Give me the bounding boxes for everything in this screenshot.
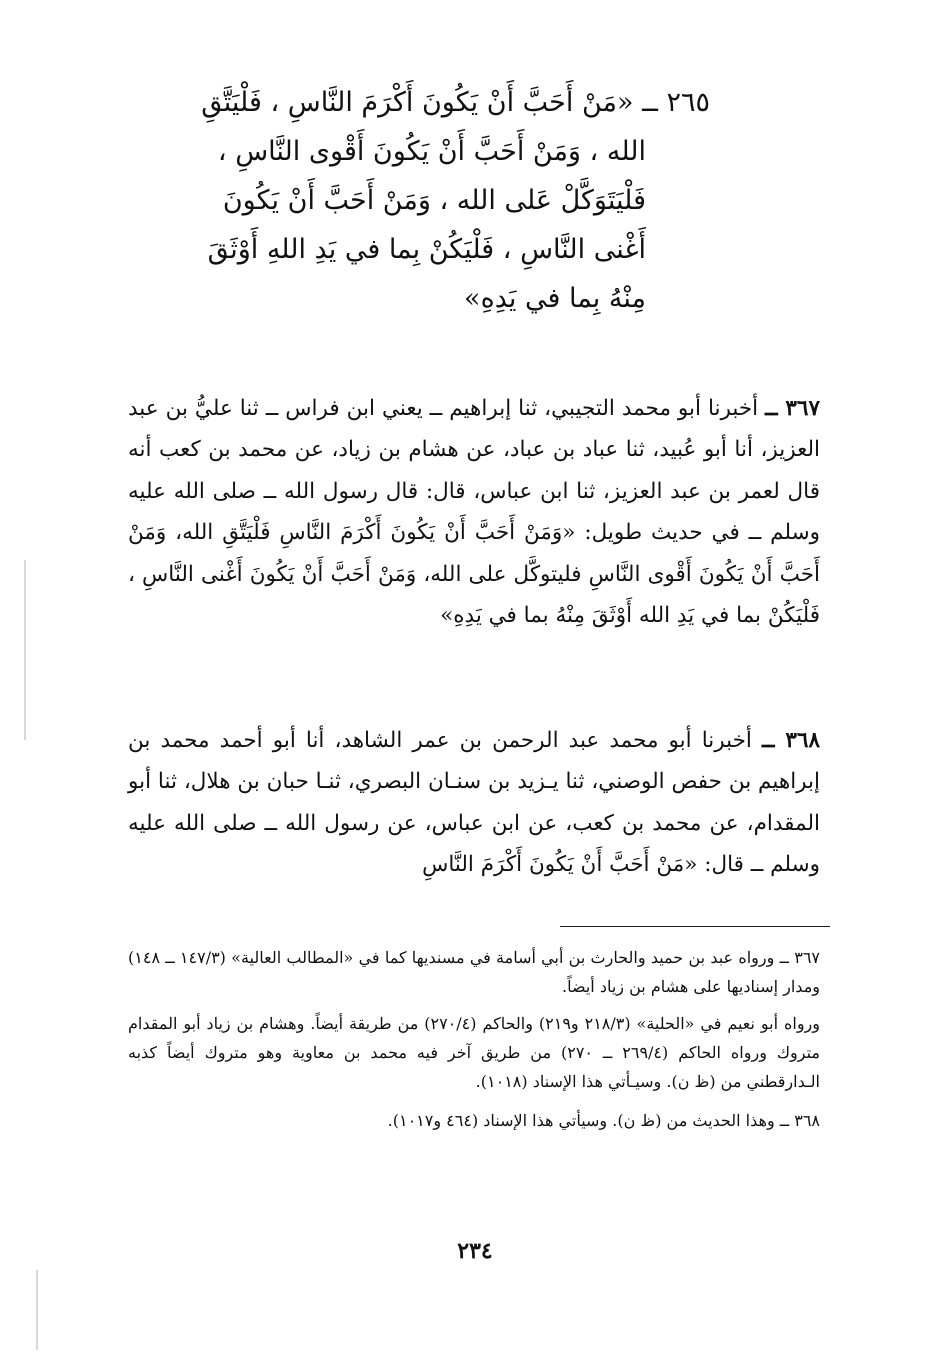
verse-line: ٢٦٥ ــ «مَنْ أَحَبَّ أَنْ يَكُونَ أَكْرَمَ النَّاسِ ، فَلْيَتَّقِ bbox=[201, 87, 710, 118]
scan-edge-mark bbox=[24, 560, 26, 740]
hadith-text: أخبرنا أبو محمد عبد الرحمن بن عمر الشاهد، أنا أبو أحمد محمد بن إبراهيم بن حفص الوصني، ثنا يـزيد بن سنـان البصري، ثنـا حبان بن هلال، ثنا أبو المقدام، عن محمد بن كعب، عن ابن عباس، عن رسول الله ــ صلى الله عليه وسلم ــ قال: «مَنْ أَحَبَّ أَنْ يَكُونَ أَكْرَمَ النَّاسِ bbox=[128, 727, 820, 877]
hadith-265-verse bbox=[201, 78, 710, 323]
footnote-367: ٣٦٧ ــ ورواه عبد بن حميد والحارث بن أبي أسامة في مسنديها كما في «المطالب العالية» (١٤٧/٣ ــ ١٤٨) ومدار إسناديها على هشام بن زياد أيضاً. bbox=[128, 948, 821, 996]
page-number: ٢٣٤ bbox=[457, 1238, 493, 1264]
hadith-368-paragraph bbox=[128, 720, 820, 886]
footnote-separator bbox=[560, 926, 830, 927]
footnote-368: ٣٦٨ ــ وهذا الحديث من (ظ ن). وسيأتي هذا الإسناد (٤٦٤ و١٠١٧). bbox=[387, 1111, 820, 1130]
verse-line: الله ، وَمَنْ أَحَبَّ أَنْ يَكُونَ أَقْوى النَّاسِ ، bbox=[217, 136, 646, 167]
hadith-text: أخبرنا أبو محمد التجيبي، ثنا إبراهيم ــ يعني ابن فراس ــ ثنا عليُّ بن عبد العزيز، أنا أبو عُبيد، ثنا عباد بن عباد، عن هشام بن زياد، عن محمد بن كعب أنه قال لعمر بن عبد العزيز، ثنا ابن عباس، قال: قال رسول الله ــ صلى الله عليه وسلم ــ في حديث طويل: «وَمَنْ أَحَبَّ أَنْ يَكُونَ أَكْرَمَ النَّاسِ فَلْيَتَّقِ الله، وَمَنْ أَحَبَّ أَنْ يَكُونَ أَقْوى النَّاسِ فليتوكَّل على الله، وَمَنْ أَحَبَّ أَنْ يَكُونَ أَغْنى النَّاسِ ، فَلْيَكُنْ بما في يَدِ الله أَوْثَقَ مِنْهُ بما في يَدِهِ» bbox=[128, 395, 820, 628]
hadith-number: ٣٦٨ ــ bbox=[761, 727, 820, 753]
verse-line: مِنْهُ بِما في يَدِهِ» bbox=[464, 283, 646, 314]
hadith-number: ٣٦٧ ــ bbox=[765, 395, 820, 421]
hadith-367-paragraph bbox=[128, 388, 820, 637]
footnotes bbox=[128, 943, 820, 1143]
verse-line: فَلْيَتَوَكَّلْ عَلى الله ، وَمَنْ أَحَبَّ أَنْ يَكُونَ bbox=[222, 185, 646, 216]
verse-line: أَغْنى النَّاسِ ، فَلْيَكُنْ بِما في يَدِ اللهِ أَوْثَقَ bbox=[207, 234, 646, 265]
scan-edge-mark bbox=[36, 1270, 38, 1350]
footnote-367-continued: ورواه أبو نعيم في «الحلية» (٢١٨/٣ و٢١٩) والحاكم (٢٧٠/٤) من طريقة أيضاً. وهشام بن زياد أبو المقدام متروك ورواه الحاكم (٢٦٩/٤ ــ ٢٧٠) من طريق آخر فيه محمد بن معاوية وهو متروك أيضاً كذبه الـدارقطني من (ظ ن). وسيـأتي هذا الإسناد (١٠١٨). bbox=[128, 1014, 821, 1091]
